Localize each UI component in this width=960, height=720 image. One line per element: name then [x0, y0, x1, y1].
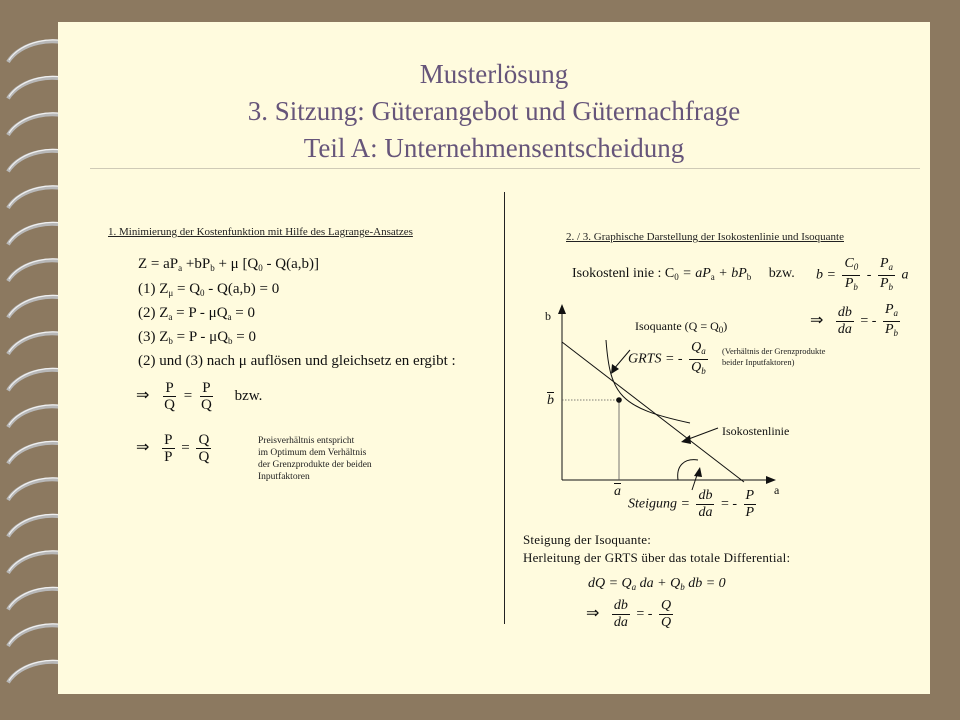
right-heading: 2. / 3. Graphische Darstellung der Isokostenlinie und Isoquante — [566, 231, 844, 243]
a-bar-label: $\overline{a}$ — [614, 484, 621, 499]
steigung-part: Steigung = — [628, 496, 690, 512]
iq-sub: 0 — [718, 325, 724, 335]
frac-num: Q — [660, 598, 672, 613]
implies-arrow-icon: ⇒ — [136, 438, 150, 456]
eq1-sub: a — [178, 263, 183, 273]
optimum-point — [616, 397, 622, 403]
frac-den: Q — [660, 615, 672, 630]
frac-sub: a — [888, 262, 894, 272]
price-ratio-note — [258, 435, 372, 483]
variable-a: a — [901, 267, 909, 283]
frac-sub: b — [893, 328, 899, 338]
pointer-arrow-icon — [611, 364, 619, 374]
eq3-part: = 0 — [231, 305, 255, 321]
eq2-part: - Q(a,b) = 0 — [204, 281, 280, 297]
condition-1 — [138, 281, 279, 298]
isocost-solved — [816, 256, 909, 295]
optimum-condition-1: ⇒ $\frac{P}{Q}$ = $\frac{P}{Q}$ bzw. — [136, 380, 263, 413]
left-heading: 1. Minimierung der Kostenfunktion mit Hilfe des Lagrange-Ansatzes — [108, 226, 413, 238]
b-equals: b = — [816, 267, 836, 283]
eq4-part: = 0 — [232, 329, 256, 345]
frac-num: C — [844, 256, 854, 271]
title-line-3: Teil A: Unternehmensentscheidung — [303, 133, 685, 163]
eq1-part: + μ [Q — [214, 256, 259, 272]
isocost-slope — [810, 302, 903, 341]
eq1-part: Z = aP — [138, 256, 179, 272]
grts-note — [722, 346, 825, 368]
grts-result — [586, 598, 676, 631]
fraction-denominator: Q — [200, 397, 212, 413]
solve-instruction: (2) und (3) nach μ auflösen und gleichsetz en ergibt : — [138, 353, 456, 369]
equals-minus: = - — [860, 313, 877, 329]
eq3-sub: a — [227, 312, 232, 322]
iso-sub: b — [746, 272, 752, 282]
eq3-part: (2) Z — [138, 305, 169, 321]
frac-num: P — [879, 256, 889, 271]
eq1-sub: 0 — [258, 263, 263, 273]
frac-sub: b — [888, 282, 894, 292]
frac-sub: b — [853, 282, 858, 292]
isocost-pointer — [686, 428, 718, 440]
fraction-denominator: Q — [198, 449, 210, 465]
note-line: beider Inputfaktoren) — [722, 357, 795, 367]
total-differential — [588, 576, 726, 592]
frac-den: P — [884, 322, 894, 337]
eq1-part: +bP — [182, 256, 211, 272]
note-line: Preisverhältnis entspricht — [258, 436, 355, 446]
frac-sub: 0 — [853, 262, 859, 272]
frac-den: da — [613, 615, 628, 630]
text-line: Steigung der Isoquante: — [523, 532, 652, 547]
dq-part: db = 0 — [684, 576, 726, 591]
b-axis-arrow-icon — [558, 304, 566, 314]
fraction-denominator: P — [164, 449, 173, 465]
implies-arrow-icon: ⇒ — [136, 386, 150, 404]
grts-part: GRTS = - — [628, 351, 683, 367]
equals-minus: = - — [720, 496, 738, 512]
slope-equation — [628, 488, 759, 521]
text-line: Herleitung der GRTS über das totale Differential: — [523, 550, 791, 565]
iso-part: Isokostenl inie : C — [572, 266, 675, 281]
frac-num: Q — [691, 340, 702, 355]
iq-part: Isoquante (Q = Q — [635, 319, 719, 333]
dq-sub: a — [631, 582, 637, 592]
note-line: der Grenzprodukte der beiden — [258, 460, 372, 470]
eq2-sub: 0 — [200, 288, 205, 298]
title-divider — [90, 168, 920, 169]
iq-part: ) — [723, 319, 728, 333]
frac-num: db — [613, 598, 628, 613]
frac-num: db — [698, 488, 713, 503]
equals-minus: = - — [636, 606, 653, 622]
b-bar-label: $\overline{b}$ — [547, 393, 554, 408]
dq-sub: b — [680, 582, 685, 592]
condition-3 — [138, 329, 256, 346]
implies-arrow-icon: ⇒ — [810, 311, 824, 329]
minus-sign: - — [866, 267, 872, 283]
title-line-1: Musterlösung — [419, 59, 569, 89]
eq4-sub: b — [228, 336, 233, 346]
grts-equation — [628, 340, 711, 379]
title-line-2: 3. Sitzung: Güterangebot und Güternachfrage — [247, 96, 741, 126]
fraction-denominator: Q — [164, 397, 175, 413]
bzw-text: bzw. — [768, 266, 795, 281]
pointer-arrow-icon — [694, 467, 702, 477]
fraction-numerator: P — [165, 380, 174, 396]
eq4-sub: b — [168, 336, 173, 346]
slide-title — [58, 56, 930, 167]
iso-sub: a — [710, 272, 715, 282]
pointer-arrow-icon — [681, 435, 691, 444]
note-line: im Optimum dem Verhältnis — [258, 448, 367, 458]
eq3-sub: a — [168, 312, 173, 322]
frac-den: da — [698, 505, 713, 520]
frac-sub: b — [701, 366, 706, 376]
optimum-condition-2: ⇒ $\frac{P}{P}$ = $\frac{Q}{Q}$ — [136, 432, 210, 465]
axis-label-a: a — [774, 483, 780, 497]
fraction-numerator: Q — [198, 432, 210, 448]
eq2-part: = Q — [173, 281, 201, 297]
note-line: (Verhältnis der Grenzprodukte — [722, 346, 826, 356]
column-divider — [504, 192, 505, 624]
frac-num: db — [837, 305, 852, 320]
eq2-sub: μ — [168, 288, 174, 298]
fraction-numerator: P — [164, 432, 173, 448]
eq4-part: = P - μQ — [172, 329, 229, 345]
condition-2 — [138, 305, 255, 322]
lagrange-equation — [138, 256, 319, 273]
dq-part: dQ = Q — [588, 576, 632, 591]
frac-sub: a — [893, 308, 899, 318]
axis-label-b: b — [545, 309, 551, 323]
frac-sub: a — [701, 346, 706, 356]
eq4-part: (3) Z — [138, 329, 169, 345]
eq2-part: (1) Z — [138, 281, 169, 297]
bzw-text: bzw. — [234, 387, 263, 404]
isocost-equation — [572, 266, 795, 282]
eq1-part: - Q(a,b)] — [262, 256, 320, 272]
isocost-label: Isokostenlinie — [722, 424, 790, 438]
note-line: Inputfaktoren — [258, 472, 310, 482]
isoquant-label — [635, 319, 727, 335]
iso-sub: 0 — [674, 272, 679, 282]
frac-den: P — [879, 276, 889, 291]
frac-den: P — [844, 276, 854, 291]
derivation-text — [523, 531, 790, 567]
eq1-sub: b — [210, 263, 215, 273]
fraction-numerator: P — [202, 380, 211, 396]
frac-den: Q — [691, 360, 702, 375]
iso-part: + bP — [714, 266, 747, 281]
dq-part: da + Q — [636, 576, 681, 591]
implies-arrow-icon: ⇒ — [586, 604, 600, 622]
iso-part: = aP — [678, 266, 711, 281]
slope-angle-arc — [678, 460, 698, 480]
frac-den: da — [837, 322, 852, 337]
frac-den: P — [745, 505, 755, 520]
eq3-part: = P - μQ — [172, 305, 228, 321]
frac-num: P — [884, 302, 894, 317]
frac-num: P — [745, 488, 755, 503]
